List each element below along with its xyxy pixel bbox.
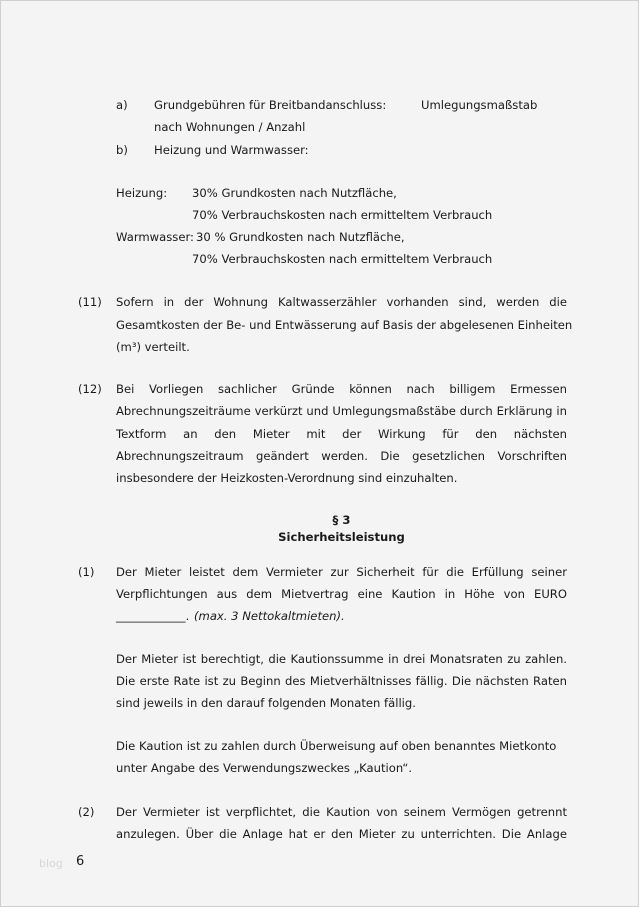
s1-line: Der Mieter leistet dem Vermieter zur Sicherheit für die Erfüllung seiner [116,565,567,579]
p12-line: insbesondere der Heizkosten-Verordnung sind einzuhalten. [116,471,458,485]
s1c-line: Die Kaution ist zu zahlen durch Überweisung auf oben benanntes Mietkonto [116,739,557,753]
heating-line-1: 30% Grundkosten nach Nutzfläche, [192,186,397,200]
deposit-note: (max. 3 Nettokaltmieten). [194,609,345,623]
p11-line: (m³) verteilt. [116,340,190,354]
section-title: Sicherheitsleistung [278,530,405,544]
s1b-line: Die erste Rate ist zu Beginn des Mietverhältnisses fällig. Die nächsten Raten [116,674,567,688]
p12-line: Abrechnungszeiträume verkürzt und Umlegungsmaßstäbe durch Erklärung in [116,404,567,418]
deposit-amount-blank: ____________. [116,609,190,623]
watermark: blog [39,857,63,870]
p12-line: Textform an den Mieter mit der Wirkung für den nächsten [116,427,567,441]
water-line-2: 70% Verbrauchskosten nach ermitteltem Verbrauch [192,252,493,266]
p12-line: Abrechnungszeitraum geändert werden. Die gesetzlichen Vorschriften [116,449,567,463]
s2-line: Der Vermieter ist verpflichtet, die Kaution von seinem Vermögen getrennt [116,805,567,819]
list-text-a-right: Umlegungsmaßstab [421,98,538,112]
s1b-line: Der Mieter ist berechtigt, die Kautionssumme in drei Monatsraten zu zahlen. [116,652,567,666]
section-number: § 3 [332,513,351,527]
paragraph-number-1: (1) [78,565,95,579]
water-line-1: 30 % Grundkosten nach Nutzfläche, [196,230,405,244]
list-marker-b: b) [116,143,128,157]
p12-line: Bei Vorliegen sachlicher Gründe können nach billigem Ermessen [116,382,567,396]
s2-line: anzulegen. Über die Anlage hat er den Mieter zu unterrichten. Die Anlage [116,827,567,841]
s1c-line: unter Angabe des Verwendungszweckes „Kaution“. [116,761,413,775]
list-text-b: Heizung und Warmwasser: [154,143,309,157]
paragraph-number-2: (2) [78,805,95,819]
water-label: Warmwasser: [116,230,194,244]
heating-line-2: 70% Verbrauchskosten nach ermitteltem Verbrauch [192,208,493,222]
s1b-line: sind jeweils in den darauf folgenden Monaten fällig. [116,696,416,710]
list-marker-a: a) [116,98,128,112]
list-text-a-cont: nach Wohnungen / Anzahl [154,120,306,134]
p11-line: Gesamtkosten der Be- und Entwässerung auf Basis der abgelesenen Einheiten [116,318,573,332]
paragraph-number-11: (11) [78,295,102,309]
s1-line: Verpflichtungen aus dem Mietvertrag eine Kaution in Höhe von EURO [116,587,567,601]
page-number: 6 [76,854,85,869]
list-text-a: Grundgebühren für Breitbandanschluss: [154,98,387,112]
heating-label: Heizung: [116,186,168,200]
paragraph-number-12: (12) [78,382,102,396]
p11-line: Sofern in der Wohnung Kaltwasserzähler vorhanden sind, werden die [116,295,567,309]
